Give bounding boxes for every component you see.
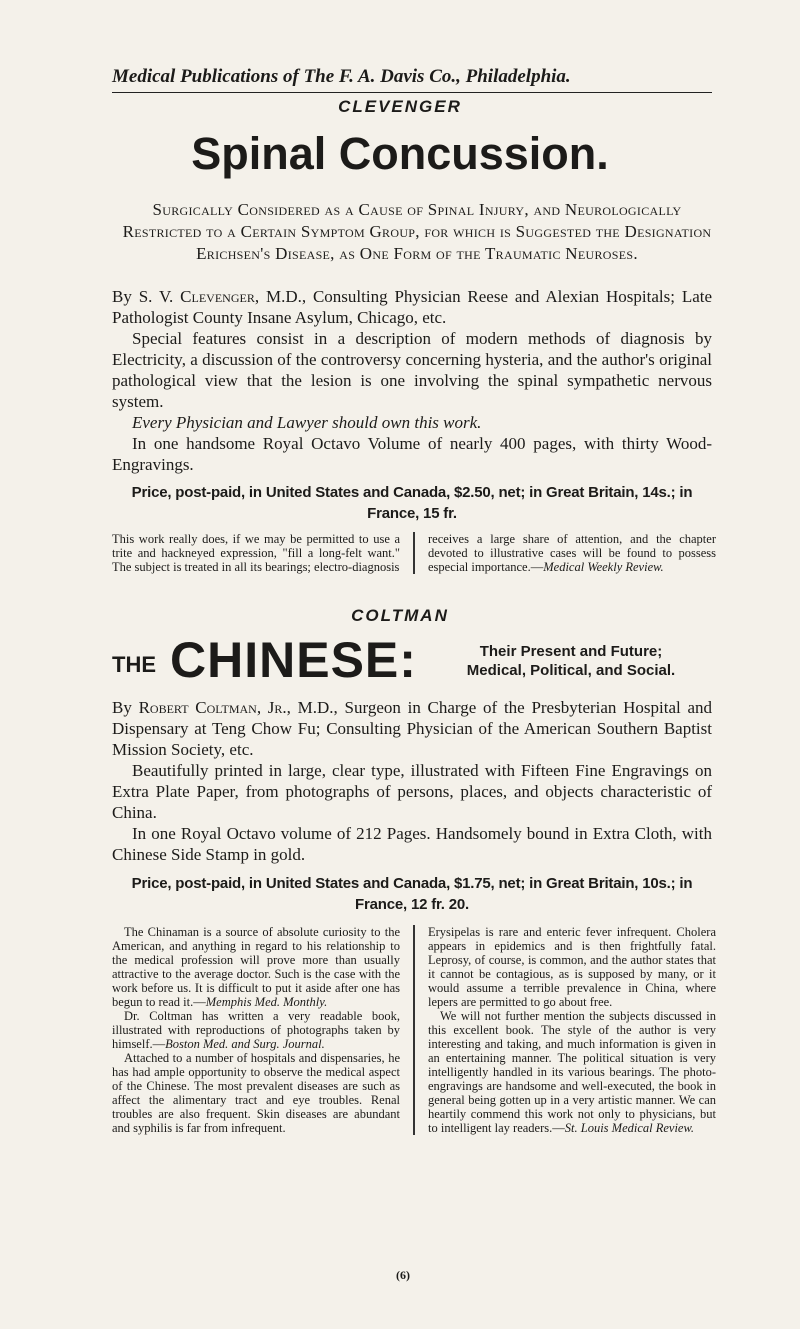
header-rule bbox=[112, 92, 712, 93]
review-left-column: This work really does, if we may be permitted to use a trite and hackneyed expression, "fill a long-felt want." The subject is treated in all its bearings; electro-diagnosis bbox=[112, 532, 400, 574]
book-title-spinal-concussion: Spinal Concussion. bbox=[191, 128, 609, 179]
author-heading-clevenger: CLEVENGER bbox=[338, 97, 462, 116]
review-right-column bbox=[428, 925, 716, 1135]
review-3: Attached to a number of hospitals and dispensaries, he has had ample opportunity to observe the medical aspect of the Chinese. The most prevalent diseases are such as affect the alimentary tract and eye troubles. Renal troubles are also frequent. Skin diseases are abundant and syphilis is far from infrequent. bbox=[112, 1051, 400, 1135]
book-title-chinese bbox=[112, 632, 712, 692]
title-side-text bbox=[426, 642, 716, 680]
review-right-column bbox=[428, 532, 716, 574]
byline-clevenger bbox=[112, 286, 712, 328]
review-text: receives a large share of attention, and the chapter devoted to illustrative cases will be found to possess especial importance.— bbox=[428, 532, 716, 574]
review-columns bbox=[112, 925, 716, 1135]
page-header: Medical Publications of The F. A. Davis Co., Philadelphia. bbox=[112, 66, 571, 87]
review-source: St. Louis Medical Review. bbox=[564, 1121, 695, 1135]
book-subtitle: Surgically Considered as a Cause of Spinal Injury, and Neurologically Restricted to a Certain Symptom Group, for which is Suggested the Designation Erichsen's Disease, as One Form of the Traumatic Neuroses. bbox=[122, 200, 712, 263]
volume-description: In one handsome Royal Octavo Volume of nearly 400 pages, with thirty Wood-Engravings. bbox=[112, 434, 712, 474]
review-columns bbox=[112, 532, 716, 574]
review-text: Dr. Coltman has written a very readable book, illustrated with reproductions of photographs taken by himself.— bbox=[112, 1009, 400, 1051]
volume-description: In one Royal Octavo volume of 212 Pages. Handsomely bound in Extra Cloth, with Chinese Side Stamp in gold. bbox=[112, 824, 712, 864]
review-4: Erysipelas is rare and enteric fever infrequent. Cholera appears in epidemics and is then frightfully fatal. Leprosy, of course, is common, and the author states that it cannot be contagious, as is supposed by many, or it would assume a terrible prevalence in China, where lepers are permitted to go about free. bbox=[428, 925, 716, 1009]
byline-prefix: By bbox=[112, 287, 132, 306]
review-text: The Chinaman is a source of absolute curiosity to the American, and anything in regard to his relationship to the medical profession will prove more than usually attractive to the average doctor. Such is the case with the work before us. It is difficult to put it aside after one has begun to read it.— bbox=[112, 925, 400, 1009]
author-heading-coltman: COLTMAN bbox=[351, 606, 449, 625]
review-source: Medical Weekly Review. bbox=[543, 560, 664, 574]
side-line-1: Their Present and Future; bbox=[479, 643, 663, 660]
author-name: Robert Coltman, Jr., bbox=[138, 698, 291, 717]
review-2 bbox=[112, 1009, 400, 1051]
review-left-column bbox=[112, 925, 400, 1135]
tagline: Every Physician and Lawyer should own this work. bbox=[132, 413, 482, 432]
price-line: Price, post-paid, in United States and Canada, $1.75, net; in Great Britain, 10s.; in France, 12 fr. 20. bbox=[131, 875, 693, 913]
price-line: Price, post-paid, in United States and Canada, $2.50, net; in Great Britain, 14s.; in France, 15 fr. bbox=[131, 484, 693, 522]
title-chinese: CHINESE: bbox=[170, 632, 417, 688]
side-line-2: Medical, Political, and Social. bbox=[466, 662, 676, 679]
column-divider bbox=[413, 532, 415, 574]
title-the: THE bbox=[112, 652, 156, 677]
review-source: Memphis Med. Monthly. bbox=[205, 995, 328, 1009]
byline-prefix: By bbox=[112, 698, 132, 717]
byline-coltman bbox=[112, 697, 712, 760]
description-paragraph: Beautifully printed in large, clear type, illustrated with Fifteen Fine Engravings on Extra Plate Paper, from photographs of persons, places, and objects characteristic of China. bbox=[112, 761, 712, 822]
review-text: We will not further mention the subjects discussed in this excellent book. The style of the author is very interesting and taking, and much information is given in an entertaining manner. The political situation is very intelligently handled in its various bearings. The photo-engravings are handsome and well-executed, the book in general being gotten up in a very artistic manner. We can heartily commend this work not only to physicians, but to intelligent lay readers.— bbox=[428, 1009, 716, 1135]
page-number: (6) bbox=[396, 1268, 410, 1282]
review-source: Boston Med. and Surg. Journal. bbox=[165, 1037, 325, 1051]
review-1 bbox=[112, 925, 400, 1009]
features-paragraph: Special features consist in a description of modern methods of diagnosis by Electricity, a discussion of the controversy concerning hysteria, and the author's original pathological view that the lesion is one involving the spinal sympathetic nervous system. bbox=[112, 329, 712, 411]
author-credentials: M.D., Consulting Physician Reese and Alexian Hospitals; Late Pathologist County Insane Asylum, Chicago, etc. bbox=[112, 287, 713, 327]
author-credentials: M.D., Surgeon in Charge of the Presbyterian Hospital and Dispensary at Teng Chow Fu; Consulting Physician of the American Southern Baptist Mission Society, etc. bbox=[112, 698, 713, 759]
author-name: S. V. Clevenger, bbox=[138, 287, 260, 306]
column-divider bbox=[413, 925, 415, 1135]
review-5 bbox=[428, 1009, 716, 1135]
